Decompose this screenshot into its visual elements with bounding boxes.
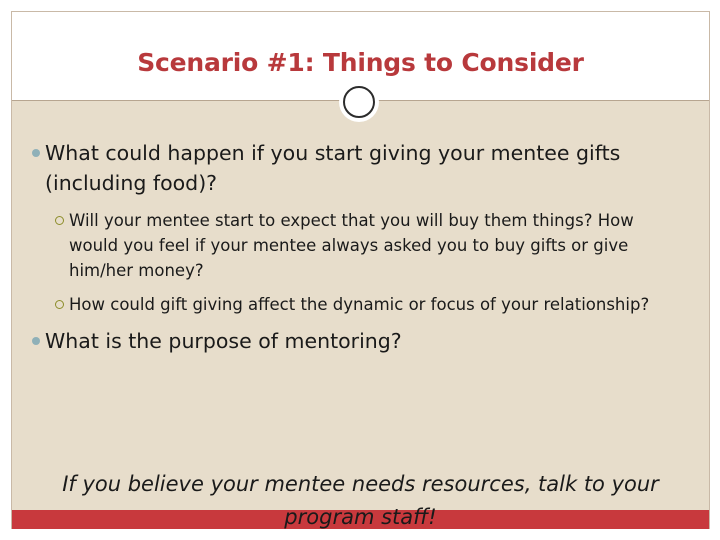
subbullet-text-line: Will your mentee start to expect that you will buy them things? How <box>69 211 634 230</box>
callout-line: program staff! <box>284 505 437 529</box>
bullet-item-purpose <box>45 326 685 356</box>
slide-frame <box>11 11 710 529</box>
slide-content <box>12 112 709 508</box>
subbullet-text-line: would you feel if your mentee always asked you to buy gifts or give <box>69 236 629 255</box>
hollow-circle-bullet-icon <box>55 216 64 225</box>
callout-text <box>12 468 709 534</box>
filled-circle-bullet-icon <box>32 149 40 157</box>
subbullet-text-line: him/her money? <box>69 261 204 280</box>
subbullet-item-relationship <box>69 292 697 317</box>
callout-line: If you believe your mentee needs resources, talk to your <box>62 472 659 496</box>
slide-title: Scenario #1: Things to Consider <box>137 48 584 77</box>
bullet-item-gifts <box>45 138 685 198</box>
bullet-text-line: What could happen if you start giving your mentee gifts <box>45 141 621 165</box>
hollow-circle-bullet-icon <box>55 300 64 309</box>
bullet-text-line: (including food)? <box>45 171 218 195</box>
subbullet-item-expectations <box>69 208 697 283</box>
filled-circle-bullet-icon <box>32 337 40 345</box>
subbullet-text-line: How could gift giving affect the dynamic or focus of your relationship? <box>69 295 650 314</box>
bullet-text-line: What is the purpose of mentoring? <box>45 329 402 353</box>
